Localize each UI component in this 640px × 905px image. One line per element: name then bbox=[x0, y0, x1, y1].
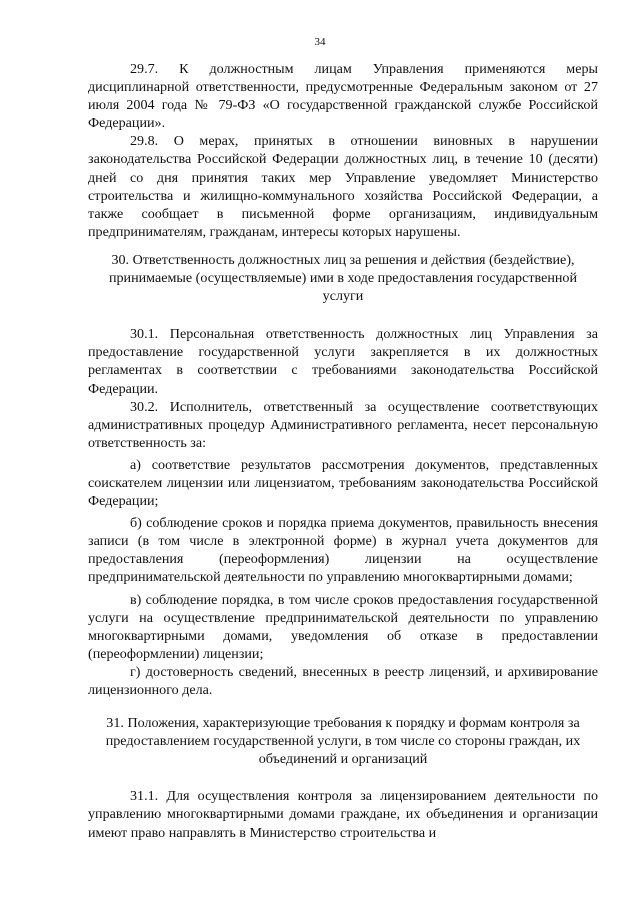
paragraph-30-2: 30.2. Исполнитель, ответственный за осуществление соответствующих административных процедур Административного регламента, несет персональную ответственность за: bbox=[88, 398, 598, 451]
paragraph-30-2-v: в) соблюдение порядка, в том числе сроков предоставления государственной услуги на осуществление предпринимательской деятельности по управлению многоквартирными домами, уведомления об отказе в предоставлении (переоформлении) лицензии; bbox=[88, 591, 598, 662]
page-number: 34 bbox=[314, 36, 326, 48]
paragraph-31-1: 31.1. Для осуществления контроля за лицензированием деятельности по управлению многоквартирными домами граждане, их объединения и организации имеют право направлять в Министерство строительства и bbox=[88, 788, 598, 841]
paragraph-29-8: 29.8. О мерах, принятых в отношении виновных в нарушении законодательства Российской Федерации должностных лиц, в течение 10 (десяти) дней со дня принятия таких мер Управление уведомляет Министерство строительства и жилищно-коммунального хозяйства Российской Федерации, а также сообщает в письменной форме организациям, индивидуальным предпринимателям, гражданам, интересы которых нарушены. bbox=[88, 133, 598, 240]
paragraph-30-2-g: г) достоверность сведений, внесенных в реестр лицензий, и архивирование лицензионного дела. bbox=[88, 663, 598, 698]
section-30-heading: 30. Ответственность должностных лиц за решения и действия (бездействие), принимаемые (осуществляемые) ими в ходе предоставления государственной услуги bbox=[108, 251, 578, 305]
document-body bbox=[88, 60, 598, 842]
paragraph-30-2-a: а) соответствие результатов рассмотрения документов, представленных соискателем лицензии или лицензиатом, требованиям законодательства Российской Федерации; bbox=[88, 456, 598, 510]
paragraph-30-2-b: б) соблюдение сроков и порядка приема документов, правильность внесения записи (в том числе в электронной форме) в журнал учета документов для предоставления (переоформления) лицензии на осуществление предпринимательской деятельности по управлению многоквартирными домами; bbox=[88, 515, 598, 586]
paragraph-30-1: 30.1. Персональная ответственность должностных лиц Управления за предоставление государственной услуги закрепляется в их должностных регламентах в соответствии с требованиями законодательства Российской Федерации. bbox=[88, 326, 598, 397]
section-31-heading: 31. Положения, характеризующие требования к порядку и формам контроля за предоставлением государственной услуги, в том числе со стороны граждан, их объединений и организаций bbox=[105, 715, 581, 768]
paragraph-29-7: 29.7. К должностным лицам Управления применяются меры дисциплинарной ответственности, предусмотренные Федеральным законом от 27 июля 2004 года № 79-ФЗ «О государственной гражданской службе Российской Федерации». bbox=[88, 61, 598, 132]
